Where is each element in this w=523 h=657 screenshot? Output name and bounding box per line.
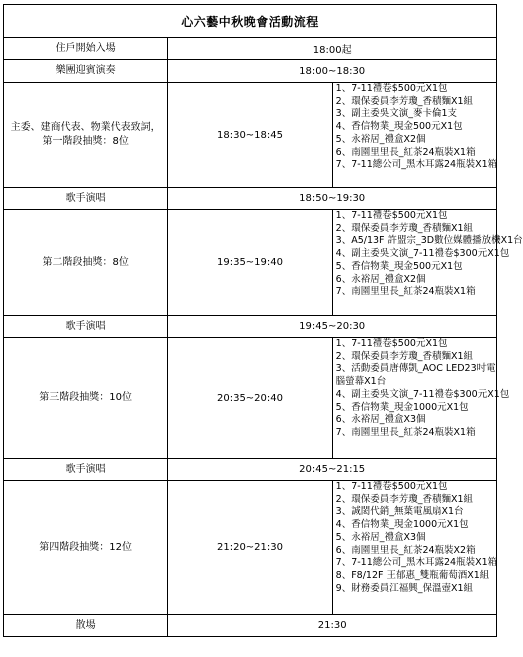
prize-item: 1、7-11禮卷$500元X1包 bbox=[335, 210, 448, 221]
row-time: 20:35~20:40 bbox=[168, 338, 332, 459]
prize-item: 3、活動委員唐傳凱_AOC LED23吋電腦螢幕X1台 bbox=[335, 363, 496, 388]
prize-item: 4、香信物業_現金1000元X1包 bbox=[335, 519, 469, 531]
prize-list bbox=[333, 481, 496, 595]
prize-item: 2、環保委員李芳瓊_香積麵X1組 bbox=[335, 95, 474, 107]
row-label: 主委、建商代表、物業代表致詞，第一階段抽獎：8位 bbox=[4, 83, 168, 188]
row-label: 歌手演唱 bbox=[4, 188, 168, 210]
prize-item: 7、7-11總公司_黑木耳露24瓶裝X1箱 bbox=[335, 557, 498, 569]
prize-item: 4、副主委吳文演_7-11禮卷$300元X1包 bbox=[335, 248, 510, 260]
prize-list-cell bbox=[332, 83, 496, 188]
table-row bbox=[4, 481, 497, 615]
prize-item: 2、環保委員李芳瓊_香積麵X1組 bbox=[335, 222, 474, 234]
prize-item: 4、副主委吳文演_7-11禮卷$300元X1包 bbox=[335, 388, 510, 400]
prize-list bbox=[333, 210, 523, 299]
row-label: 歌手演唱 bbox=[4, 316, 168, 338]
table-row bbox=[4, 60, 497, 83]
row-time: 19:35~19:40 bbox=[168, 210, 332, 316]
prize-item: 5、香信物業_現金1000元X1包 bbox=[335, 401, 469, 413]
prize-item: 5、香信物業_現金500元X1包 bbox=[335, 260, 463, 272]
schedule-table bbox=[3, 4, 523, 637]
table-row bbox=[4, 615, 497, 637]
prize-item: 9、財務委員江福興_保溫壺X1組 bbox=[335, 582, 474, 594]
row-time: 18:00~18:30 bbox=[168, 60, 497, 83]
prize-item: 3、副主委吳文演_麥卡倫1支 bbox=[335, 108, 457, 120]
prize-item: 1、7-11禮卷$500元X1包 bbox=[335, 338, 448, 349]
prize-list-cell bbox=[332, 338, 510, 459]
prize-item: 6、南園里里長_紅茶24瓶裝X2箱 bbox=[335, 544, 476, 556]
row-label: 第三階段抽獎：10位 bbox=[4, 338, 168, 459]
row-time: 18:50~19:30 bbox=[168, 188, 497, 210]
row-time: 19:45~20:30 bbox=[168, 316, 497, 338]
prize-item: 7、7-11總公司_黑木耳露24瓶裝X1箱 bbox=[335, 159, 498, 171]
prize-item: 7、南園里里長_紅茶24瓶裝X1箱 bbox=[335, 286, 476, 298]
document-title: 心六藝中秋晚會活動流程 bbox=[4, 5, 497, 38]
prize-item: 3、誠閎代銷_無葉電風扇X1台 bbox=[335, 506, 464, 518]
table-row bbox=[4, 459, 497, 481]
table-row bbox=[4, 316, 497, 338]
row-label: 樂團迎賓演奏 bbox=[4, 60, 168, 83]
prize-item: 6、南園里里長_紅茶24瓶裝X1箱 bbox=[335, 146, 476, 158]
table-row bbox=[4, 38, 497, 60]
row-time: 20:45~21:15 bbox=[168, 459, 497, 481]
row-label: 第四階段抽獎：12位 bbox=[4, 481, 168, 615]
row-label: 住戶開始入場 bbox=[4, 38, 168, 60]
prize-item: 1、7-11禮卷$500元X1包 bbox=[335, 481, 448, 492]
prize-item: 2、環保委員李芳瓊_香積麵X1組 bbox=[335, 350, 474, 362]
row-time: 21:20~21:30 bbox=[168, 481, 332, 615]
prize-item: 5、永裕居_禮盒X2個 bbox=[335, 133, 426, 145]
table-row bbox=[4, 83, 497, 188]
prize-item: 8、F8/12F 王郁惠_雙瓶葡萄酒X1組 bbox=[335, 569, 490, 581]
table-row bbox=[4, 338, 497, 459]
row-label: 第二階段抽獎：8位 bbox=[4, 210, 168, 316]
table-row bbox=[4, 210, 497, 316]
row-time: 18:00起 bbox=[168, 38, 497, 60]
row-time: 18:30~18:45 bbox=[168, 83, 332, 188]
row-label: 散場 bbox=[4, 615, 168, 637]
table-row bbox=[4, 188, 497, 210]
prize-list-cell bbox=[332, 481, 496, 615]
title-row bbox=[4, 5, 497, 38]
prize-list bbox=[333, 83, 496, 172]
prize-item: 2、環保委員李芳瓊_香積麵X1組 bbox=[335, 493, 474, 505]
prize-list-cell bbox=[332, 210, 523, 316]
prize-item: 6、永裕居_禮盒X3個 bbox=[335, 414, 426, 426]
prize-item: 6、永裕居_禮盒X2個 bbox=[335, 273, 426, 285]
prize-item: 3、A5/13F 許盟宗_3D數位媒體播放機X1台 bbox=[335, 235, 523, 247]
prize-list bbox=[333, 338, 510, 440]
row-label: 歌手演唱 bbox=[4, 459, 168, 481]
prize-item: 4、香信物業_現金500元X1包 bbox=[335, 121, 463, 133]
prize-item: 5、永裕居_禮盒X3個 bbox=[335, 531, 426, 543]
row-time: 21:30 bbox=[168, 615, 497, 637]
prize-item: 7、南園里里長_紅茶24瓶裝X1箱 bbox=[335, 426, 476, 438]
prize-item: 1、7-11禮卷$500元X1包 bbox=[335, 83, 448, 94]
